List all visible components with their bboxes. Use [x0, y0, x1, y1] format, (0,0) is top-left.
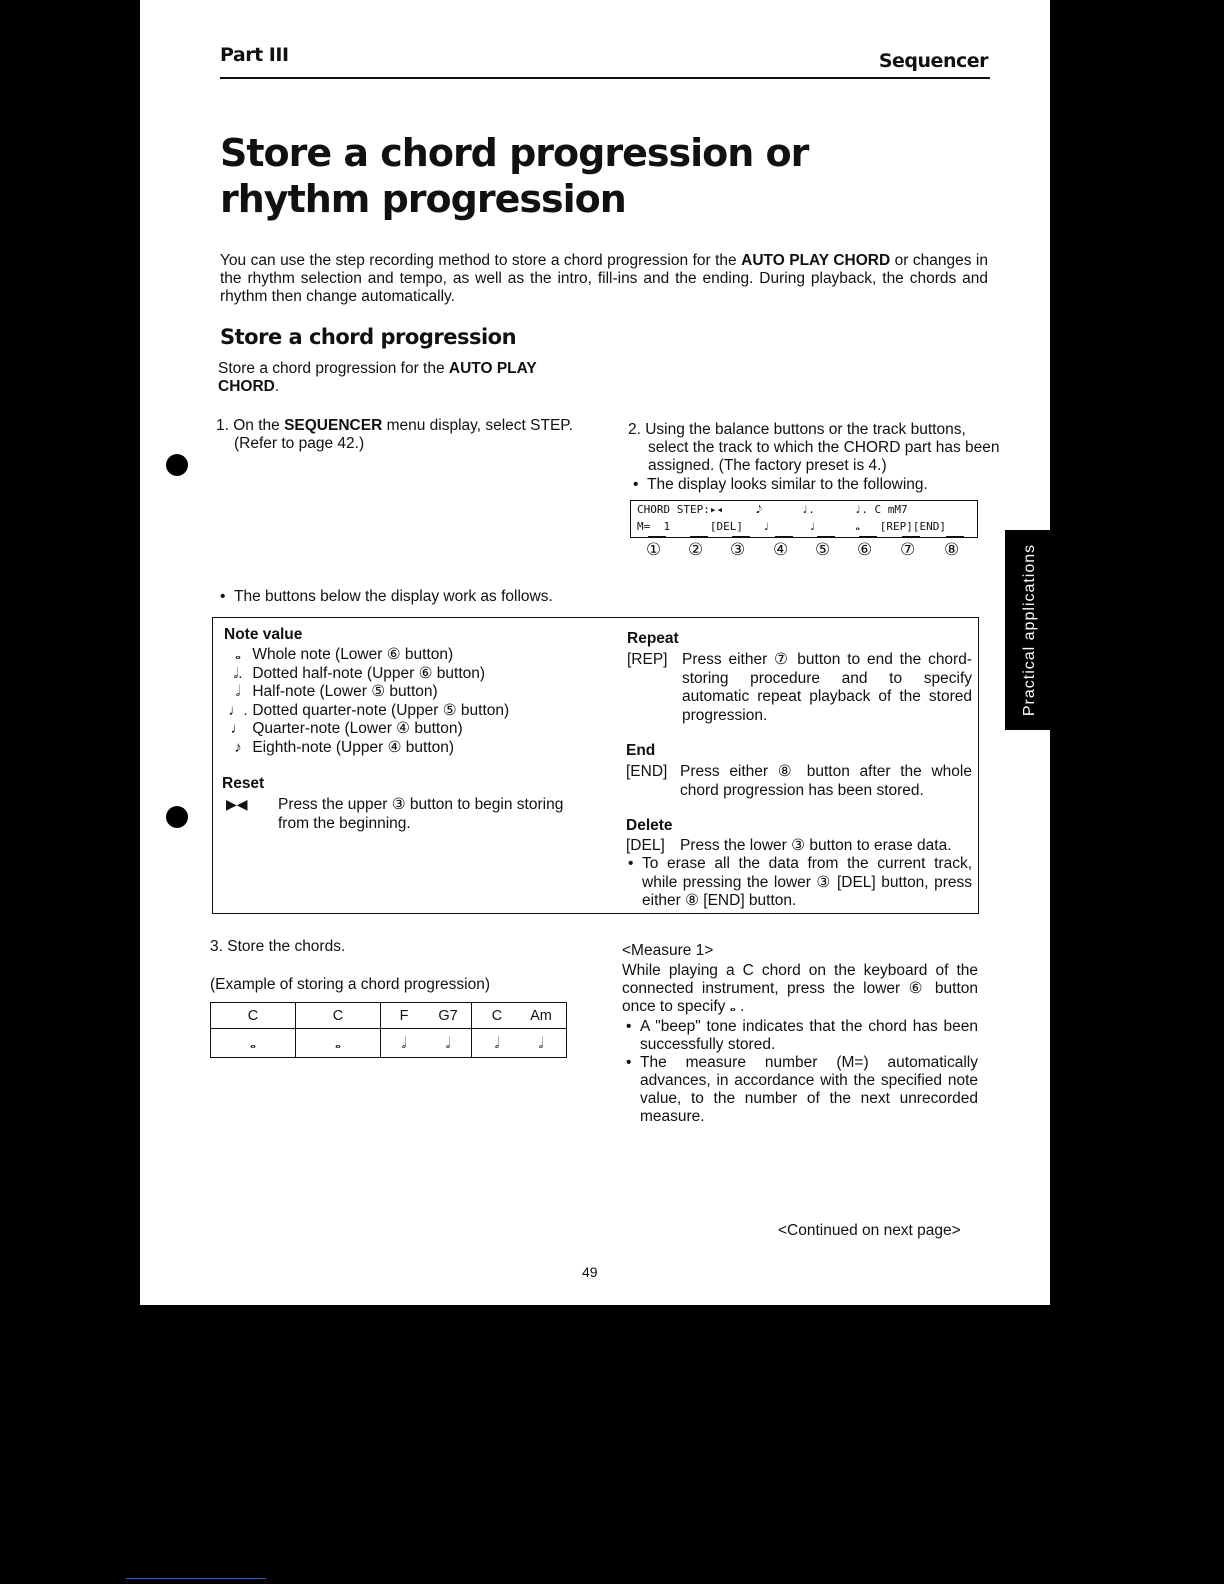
repeat-tag: [REP] — [627, 651, 668, 668]
side-tab — [1005, 530, 1055, 730]
chord-progression-table — [210, 1002, 567, 1058]
step-1-text-1: 1. On the — [216, 417, 285, 434]
dotted-half-note-icon: 𝅗𝅥. — [233, 664, 243, 682]
example-caption: (Example of storing a chord progression) — [210, 976, 490, 993]
side-tab-label: Practical applications — [1021, 543, 1038, 717]
chord-label: G7 — [438, 1007, 458, 1024]
continued-note: <Continued on next page> — [778, 1222, 961, 1239]
lcd-row-2: M= 1 [DEL] ♩ ♩ 𝅝 [REP][END] — [637, 520, 947, 533]
button-number-1: ① — [646, 540, 662, 559]
binder-hole — [166, 806, 188, 828]
measure-4-chord — [472, 1003, 567, 1029]
button-tick — [775, 536, 793, 538]
measure-heading: <Measure 1> — [622, 942, 714, 959]
subheading: Store a chord progression — [220, 325, 517, 349]
step-2-bullet: • The display looks similar to the following. — [647, 476, 977, 494]
note-value-text: Eighth-note (Upper ④ button) — [252, 738, 455, 756]
measure-2-chord — [296, 1003, 381, 1029]
intro-paragraph — [220, 252, 988, 306]
lcd-display — [630, 500, 978, 538]
manual-page — [140, 0, 1050, 1305]
delete-bullet: • To erase all the data from the current track, while pressing the lower ③ [DEL] button, press either ⑧ [END] button. — [642, 855, 972, 911]
note-value-text: Dotted half-note (Upper ⑥ button) — [252, 664, 486, 682]
eighth-note-icon: ♪ — [234, 738, 242, 756]
chord-row — [211, 1003, 567, 1029]
sub-intro-end: . — [274, 378, 280, 395]
end-tag: [END] — [626, 763, 668, 780]
step-1 — [216, 417, 594, 453]
button-number-6: ⑥ — [857, 540, 873, 559]
button-number-3: ③ — [730, 540, 746, 559]
note-value-list — [228, 646, 558, 757]
section-label: Sequencer — [878, 50, 988, 72]
intro-bold: AUTO PLAY CHORD — [741, 252, 891, 269]
measure-3-note — [381, 1029, 472, 1058]
repeat-text: Press either ⑦ button to end the chord-storing procedure and to specify automatic repeat playback of the stored progression. — [682, 651, 972, 724]
measure-1-chord — [211, 1003, 296, 1029]
note-value-item — [228, 720, 558, 739]
delete-heading: Delete — [626, 817, 673, 834]
binder-hole — [166, 454, 188, 476]
note-value-item — [228, 683, 558, 702]
step-1-bold: SEQUENCER — [284, 417, 383, 434]
end-heading: End — [626, 742, 656, 759]
delete-tag: [DEL] — [626, 837, 665, 854]
delete-text: Press the lower ③ button to erase data. — [680, 837, 952, 854]
step-3: 3. Store the chords. — [210, 938, 346, 955]
header-rule — [220, 77, 990, 79]
whole-note-icon: 𝅝 — [235, 646, 241, 663]
measure-2-note — [296, 1029, 381, 1058]
note-value-item — [228, 739, 558, 758]
repeat-heading: Repeat — [627, 630, 679, 647]
page-number: 49 — [582, 1264, 598, 1280]
half-note-icon: 𝅗𝅥 — [445, 1034, 451, 1052]
intro-text-2: or changes in the rhythm selection and tempo, as well as the intro, fill-ins and the ending. During playback, the chords and rhythm then change automatically. — [220, 252, 988, 305]
button-tick — [648, 536, 666, 538]
button-tick — [732, 536, 750, 538]
note-value-text: Half-note (Lower ⑤ button) — [252, 683, 438, 700]
note-value-item — [228, 702, 558, 721]
quarter-note-icon: ♩ — [230, 720, 246, 737]
button-tick — [902, 536, 920, 538]
whole-note-icon: 𝅝 — [335, 1034, 341, 1052]
measure-1-note — [211, 1029, 296, 1058]
half-note-icon: 𝅗𝅥 — [235, 683, 241, 700]
note-row — [211, 1029, 567, 1058]
measure-bullet-1: • A "beep" tone indicates that the chord has been successfully stored. — [640, 1018, 978, 1054]
button-number-8: ⑧ — [944, 540, 960, 559]
note-value-text: Quarter-note (Lower ④ button) — [252, 720, 463, 737]
note-value-heading: Note value — [224, 626, 303, 643]
reset-icon: ▶◀ — [226, 796, 248, 812]
note-value-item — [228, 665, 558, 684]
button-number-5: ⑤ — [815, 540, 831, 559]
half-note-icon: 𝅗𝅥 — [401, 1034, 407, 1052]
note-value-text: Whole note (Lower ⑥ button) — [252, 646, 454, 663]
lcd-row-1: CHORD STEP:▸◂ 𝅘𝅥𝅮 ♩. ♩. C mM7 — [637, 503, 908, 516]
dotted-quarter-note-icon: ♩. — [228, 701, 248, 719]
measure-text: While playing a C chord on the keyboard of the connected instrument, press the lower ⑥ button once to specify 𝅝 . — [622, 962, 978, 1015]
measure-4-note — [472, 1029, 567, 1058]
end-text: Press either ⑧ button after the whole chord progression has been stored. — [680, 763, 972, 799]
half-note-icon: 𝅗𝅥 — [538, 1034, 544, 1052]
button-tick — [817, 536, 835, 538]
button-tick — [946, 536, 964, 538]
half-note-icon: 𝅗𝅥 — [494, 1034, 500, 1052]
button-number-4: ④ — [773, 540, 789, 559]
chord-label: F — [399, 1007, 409, 1024]
reset-heading: Reset — [222, 775, 265, 792]
chord-label: C — [332, 1007, 344, 1024]
intro-text-1: You can use the step recording method to store a chord progression for the — [220, 252, 742, 269]
chord-label: C — [491, 1007, 503, 1024]
link-underline — [126, 1578, 266, 1579]
note-value-text: Dotted quarter-note (Upper ⑤ button) — [252, 701, 510, 719]
note-value-item — [228, 646, 558, 665]
button-number-2: ② — [688, 540, 704, 559]
sub-intro-text: Store a chord progression for the — [218, 360, 449, 377]
page-title: Store a chord progression or rhythm progression — [220, 131, 809, 221]
button-tick — [690, 536, 708, 538]
buttons-intro: • The buttons below the display work as follows. — [234, 588, 553, 606]
sub-intro — [218, 360, 578, 396]
measure-3-chord — [381, 1003, 472, 1029]
part-label: Part III — [220, 44, 289, 66]
sub-intro-bold: AUTO PLAY CHORD — [218, 360, 537, 395]
step-1-text-2: menu display, select STEP. (Refer to page 42.) — [234, 417, 573, 452]
chord-label: C — [247, 1007, 259, 1024]
chord-label: Am — [530, 1007, 552, 1024]
reset-text: Press the upper ③ button to begin storing from the beginning. — [278, 796, 564, 832]
step-2: 2. Using the balance buttons or the track buttons, select the track to which the CHORD part has been assigned. (The factory preset is 4.) — [628, 421, 1000, 474]
measure-bullet-2: • The measure number (M=) automatically advances, in accordance with the specified note value, to the number of the next unrecorded measure. — [640, 1054, 978, 1126]
button-tick — [859, 536, 877, 538]
whole-note-icon: 𝅝 — [250, 1034, 256, 1052]
button-number-7: ⑦ — [900, 540, 916, 559]
